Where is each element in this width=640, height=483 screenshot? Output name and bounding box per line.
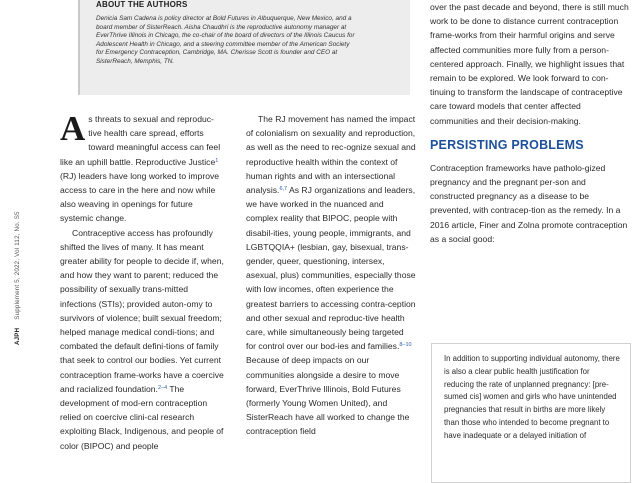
about-authors-heading: ABOUT THE AUTHORS — [96, 0, 188, 9]
drop-cap: A — [60, 109, 86, 148]
author-bio-line: Denicia Sam Cadena is policy director at Bold Futures in Albuquerque, New Mexico, and a — [96, 15, 352, 22]
paragraph-text: s threats to sexual and reproduc-tive health care spread, efforts toward meaningful access can feel like an uphill battle. Reproductive Justice — [60, 114, 221, 167]
body-column-3 — [430, 0, 630, 246]
paragraph — [60, 109, 225, 226]
author-bio-line: for Emergency Contraception, Cambridge, MA. Cherisse Scott is founder and CEO at — [96, 49, 338, 57]
section-heading: PERSISTING PROBLEMS — [430, 137, 584, 152]
about-authors-text — [96, 15, 396, 67]
body-column-2 — [246, 112, 416, 439]
paragraph-text: The development of mod-ern contraception relied on coercive clini-cal research exploiting Black, Indigenous, and people of color (BIPOC) and people — [60, 383, 224, 451]
reference-link[interactable]: 1 — [215, 157, 219, 164]
journal-name: AJPH — [14, 327, 21, 345]
paragraph: Contraception frameworks have patholo-gized pregnancy and the pregnant per-son and constructed pregnancy as a disease to be prevented, with contracep-tion as the remedy. In a 2016 article, Finer and Zolna promote contraception as a social good: — [430, 162, 628, 244]
paragraph-text: As RJ organizations and leaders, we have worked in the nuanced and complex reality that BIPOC, people with disabil-ities, young people, immigrants, and LGBTQQIA+ (lesbian, gay, bisexual, trans-gender, queer, questioning, intersex, asexual, plus) communities, especially those with low incomes, often experience the greatest barriers to accessing contra-ception and other sexual and reproduc-tive health care, while simultaneously being targeted for control over our bod-ies and families. — [246, 185, 416, 352]
reference-link[interactable]: 2–4 — [157, 384, 168, 391]
author-bio-line: SisterReach, Memphis, TN. — [96, 57, 175, 65]
paragraph: over the past decade and beyond, there is still much work to be done to distance current contraception frame-works from their harmful origins and serve affected communities more fully from a person-centered approach. Finally, we highlight issues that remain to be explored. We look forward to con-tinuing to transform the landscape of contraceptive care toward models that center affected communities and their decision-making. — [430, 2, 629, 126]
issue-info: Supplement 5, 2022, Vol 112, No. S5 — [14, 211, 21, 320]
paragraph — [246, 112, 416, 439]
paragraph-text: Contraceptive access has profoundly shifted the lives of many. It has meant greater ability for people to decide if, when, and how they want to parent; reduced the possibility of sexually trans-mitted infections (STIs); provided auton-omy to survivors of violence; built sexual freedom; helped manage medical condi-tions; and combated the default defini-tions of family that seek to control our bodies. Yet current contraception frame-works have a coercive and racialized foundation. — [60, 227, 224, 394]
author-bio-line: Adolescent Health in Chicago, and a steering committee member of the American Society — [96, 40, 350, 48]
paragraph-text: (RJ) leaders have long worked to improve access to care in the here and now while also weaving in openings for future systemic change. — [60, 170, 220, 224]
block-quote — [431, 343, 631, 483]
paragraph-text: Because of deep impacts on our communities alongside a desire to move forward, EverThrive Illinois, Bold Futures (formerly Young Women United), and SisterReach have all worked to change the contraception field — [246, 355, 410, 437]
reference-link[interactable]: 8–10 — [399, 342, 412, 349]
body-column-1 — [60, 109, 225, 453]
paragraph-text: The RJ movement has named the impact of colonialism on sexuality and reproduction, as well as the need to rec-ognize sexual and reproductive health within the context of human rights and with an intersectional analysis. — [246, 114, 416, 196]
author-bio-line: board member of SisterReach. Aisha Chaudhri is the reproductive autonomy manager at — [96, 23, 347, 31]
author-bio-line: EverThrive Illinois in Chicago, the co-chair of the board of directors of the Illinois Caucus for — [96, 32, 355, 40]
quote-text: In addition to supporting individual autonomy, there is also a clear public health justification for reducing the rate of unplanned pregnancy: [pre-sumed cis] women and girls who have unintended pregnancies that result in births are more likely than those who intended to become pregnant to have inadequate or a delayed initiation of — [444, 354, 620, 440]
journal-side-label — [14, 211, 21, 345]
reference-link[interactable]: 6,7 — [279, 186, 288, 193]
paragraph — [60, 226, 225, 453]
